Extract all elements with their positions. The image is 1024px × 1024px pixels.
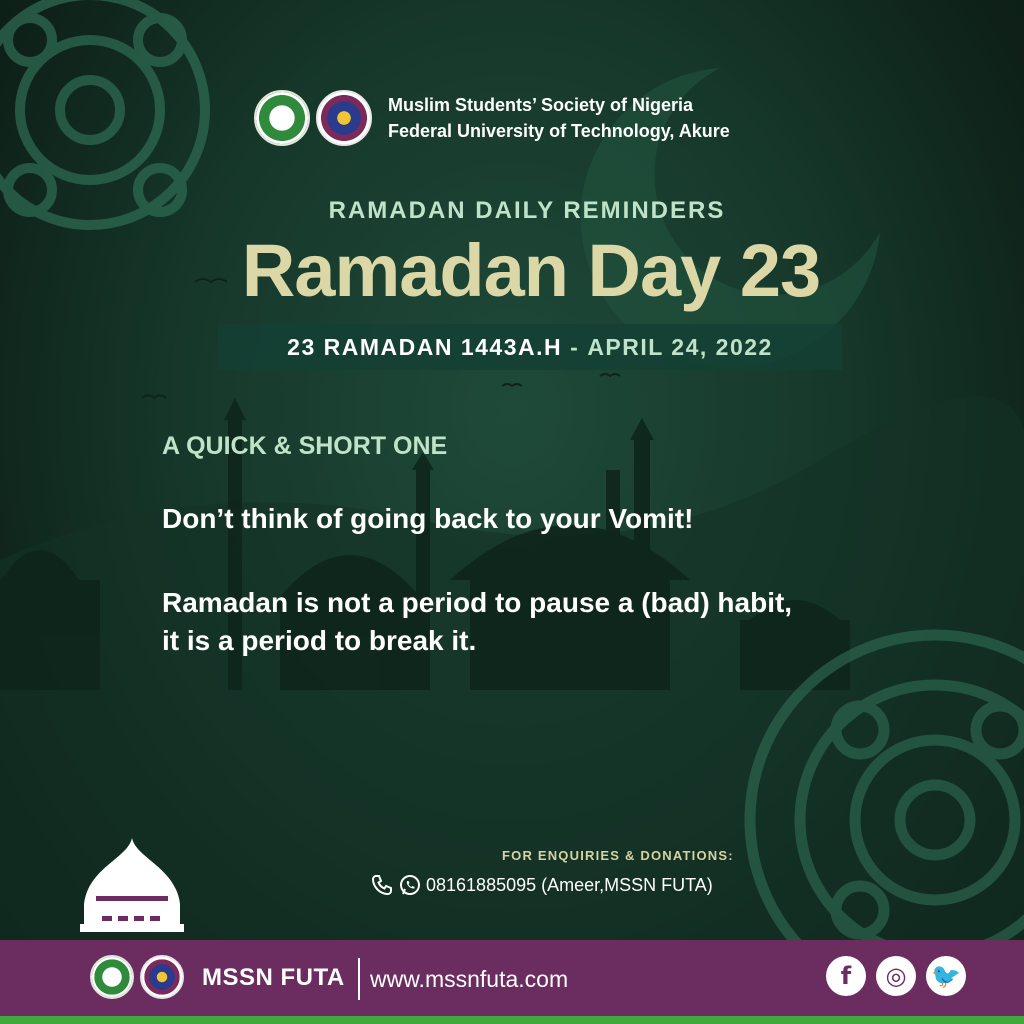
instagram-icon[interactable]: ◎: [876, 956, 916, 996]
header: [254, 88, 814, 148]
futa-logo: [316, 90, 372, 146]
gregorian-date: APRIL 24, 2022: [587, 333, 773, 360]
phone-icon: [370, 873, 394, 897]
series-kicker: RAMADAN DAILY REMINDERS: [328, 197, 726, 224]
date-separator: -: [570, 333, 580, 360]
org-line-2: Federal University of Technology, Akure: [388, 121, 730, 141]
enquiries-label: FOR ENQUIRIES & DONATIONS:: [502, 848, 734, 863]
whatsapp-icon: [398, 873, 422, 897]
footer-divider: [358, 958, 360, 1000]
mosque-dome-icon: [76, 838, 188, 934]
twitter-icon[interactable]: 🐦: [926, 956, 966, 996]
organization-name: [388, 92, 730, 144]
contact-row: [370, 872, 713, 898]
mandala-top-left: [0, 0, 205, 225]
footer-brand: MSSN FUTA: [202, 964, 345, 991]
page-title: Ramadan Day 23: [241, 229, 821, 312]
mssn-logo: [254, 90, 310, 146]
footer-futa-logo: [140, 955, 184, 999]
org-line-1: Muslim Students’ Society of Nigeria: [388, 95, 694, 115]
contact-phone: 08161885095 (Ameer,MSSN FUTA): [426, 874, 713, 895]
footer-mssn-logo: [90, 955, 134, 999]
website-link[interactable]: www.mssnfuta.com: [370, 966, 569, 992]
reminder-line-2: Ramadan is not a period to pause a (bad) habit, it is a period to break it.: [162, 587, 793, 656]
date-banner: [218, 324, 842, 370]
hijri-date: 23 RAMADAN 1443A.H: [287, 333, 563, 360]
reminder-line-1: Don’t think of going back to your Vomit!: [162, 503, 694, 534]
footer-stripe: [0, 1016, 1024, 1024]
facebook-icon[interactable]: f: [826, 956, 866, 996]
section-heading: A QUICK & SHORT ONE: [162, 432, 448, 460]
